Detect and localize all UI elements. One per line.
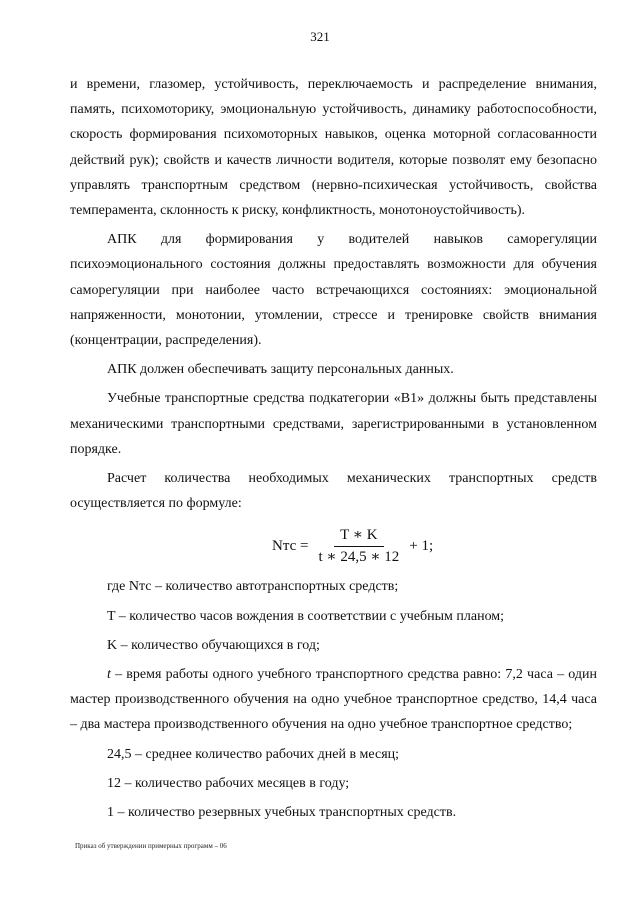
document-body [70, 72, 597, 825]
definition-item: 24,5 – среднее количество рабочих дней в месяц; [107, 746, 400, 762]
definition-item: 1 – количество резервных учебных транспортных средств. [107, 805, 457, 821]
page-footer: Приказ об утверждении примерных программ – 06 [75, 842, 227, 850]
paragraph-3: АПК должен обеспечивать защиту персональных данных. [107, 362, 454, 378]
formula-tail: + 1; [409, 537, 434, 554]
definitions-list [70, 574, 597, 825]
definition-item: T – количество часов вождения в соответствии с учебным планом; [107, 608, 505, 624]
definition-item: 12 – количество рабочих месяцев в году; [107, 775, 350, 791]
page-number: 321 [310, 29, 330, 44]
paragraph-4: Учебные транспортные средства подкатегории «В1» должны быть представлены механическими транспортными средствами, зарегистрированными в установленном порядке. [70, 391, 597, 457]
formula-numerator: T ∗ K [334, 526, 383, 547]
formula [272, 522, 597, 570]
t-definition-text: время работы одного учебного транспортного средства равно: 7,2 часа – один мастер производственного обучения на одно учебное транспортное средство, 14,4 часа – два мастера производственного обучения на одно учебное транспортное средство; [70, 667, 598, 733]
definition-item-t [70, 662, 597, 738]
paragraph-1: и времени, глазомер, устойчивость, переключаемость и распределение внимания, память, психомоторику, эмоциональную устойчивость, динамику работоспособности, скорость формирования психомоторных навыков, оценка моторной согласованности действий рук); свойств и качеств личности водителя, которые позволят ему безопасно управлять транспортным средством (нервно-психическая устойчивость, свойства темперамента, склонность к риску, конфликтность, монотоноустойчивость). [70, 77, 597, 219]
formula-lhs: Nтс = [272, 537, 309, 554]
formula-denominator: t ∗ 24,5 ∗ 12 [318, 548, 400, 565]
paragraph-2: АПК для формирования у водителей навыков саморегуляции психоэмоционального состояния должны предоставлять возможности для обучения саморегуляции при наиболее часто встречающихся состояниях: эмоциональной напряженности, монотонии, утомлении, стрессе и тренировке свойств внимания (концентрации, распределения). [70, 232, 597, 349]
definition-item: K – количество обучающихся в год; [107, 637, 320, 653]
formula-fraction [312, 526, 405, 567]
paragraph-5: Расчет количества необходимых механических транспортных средств осуществляется по формуле: [70, 471, 597, 512]
definition-item: где Nтс – количество автотранспортных средств; [107, 579, 399, 595]
t-symbol: t – [107, 667, 123, 683]
